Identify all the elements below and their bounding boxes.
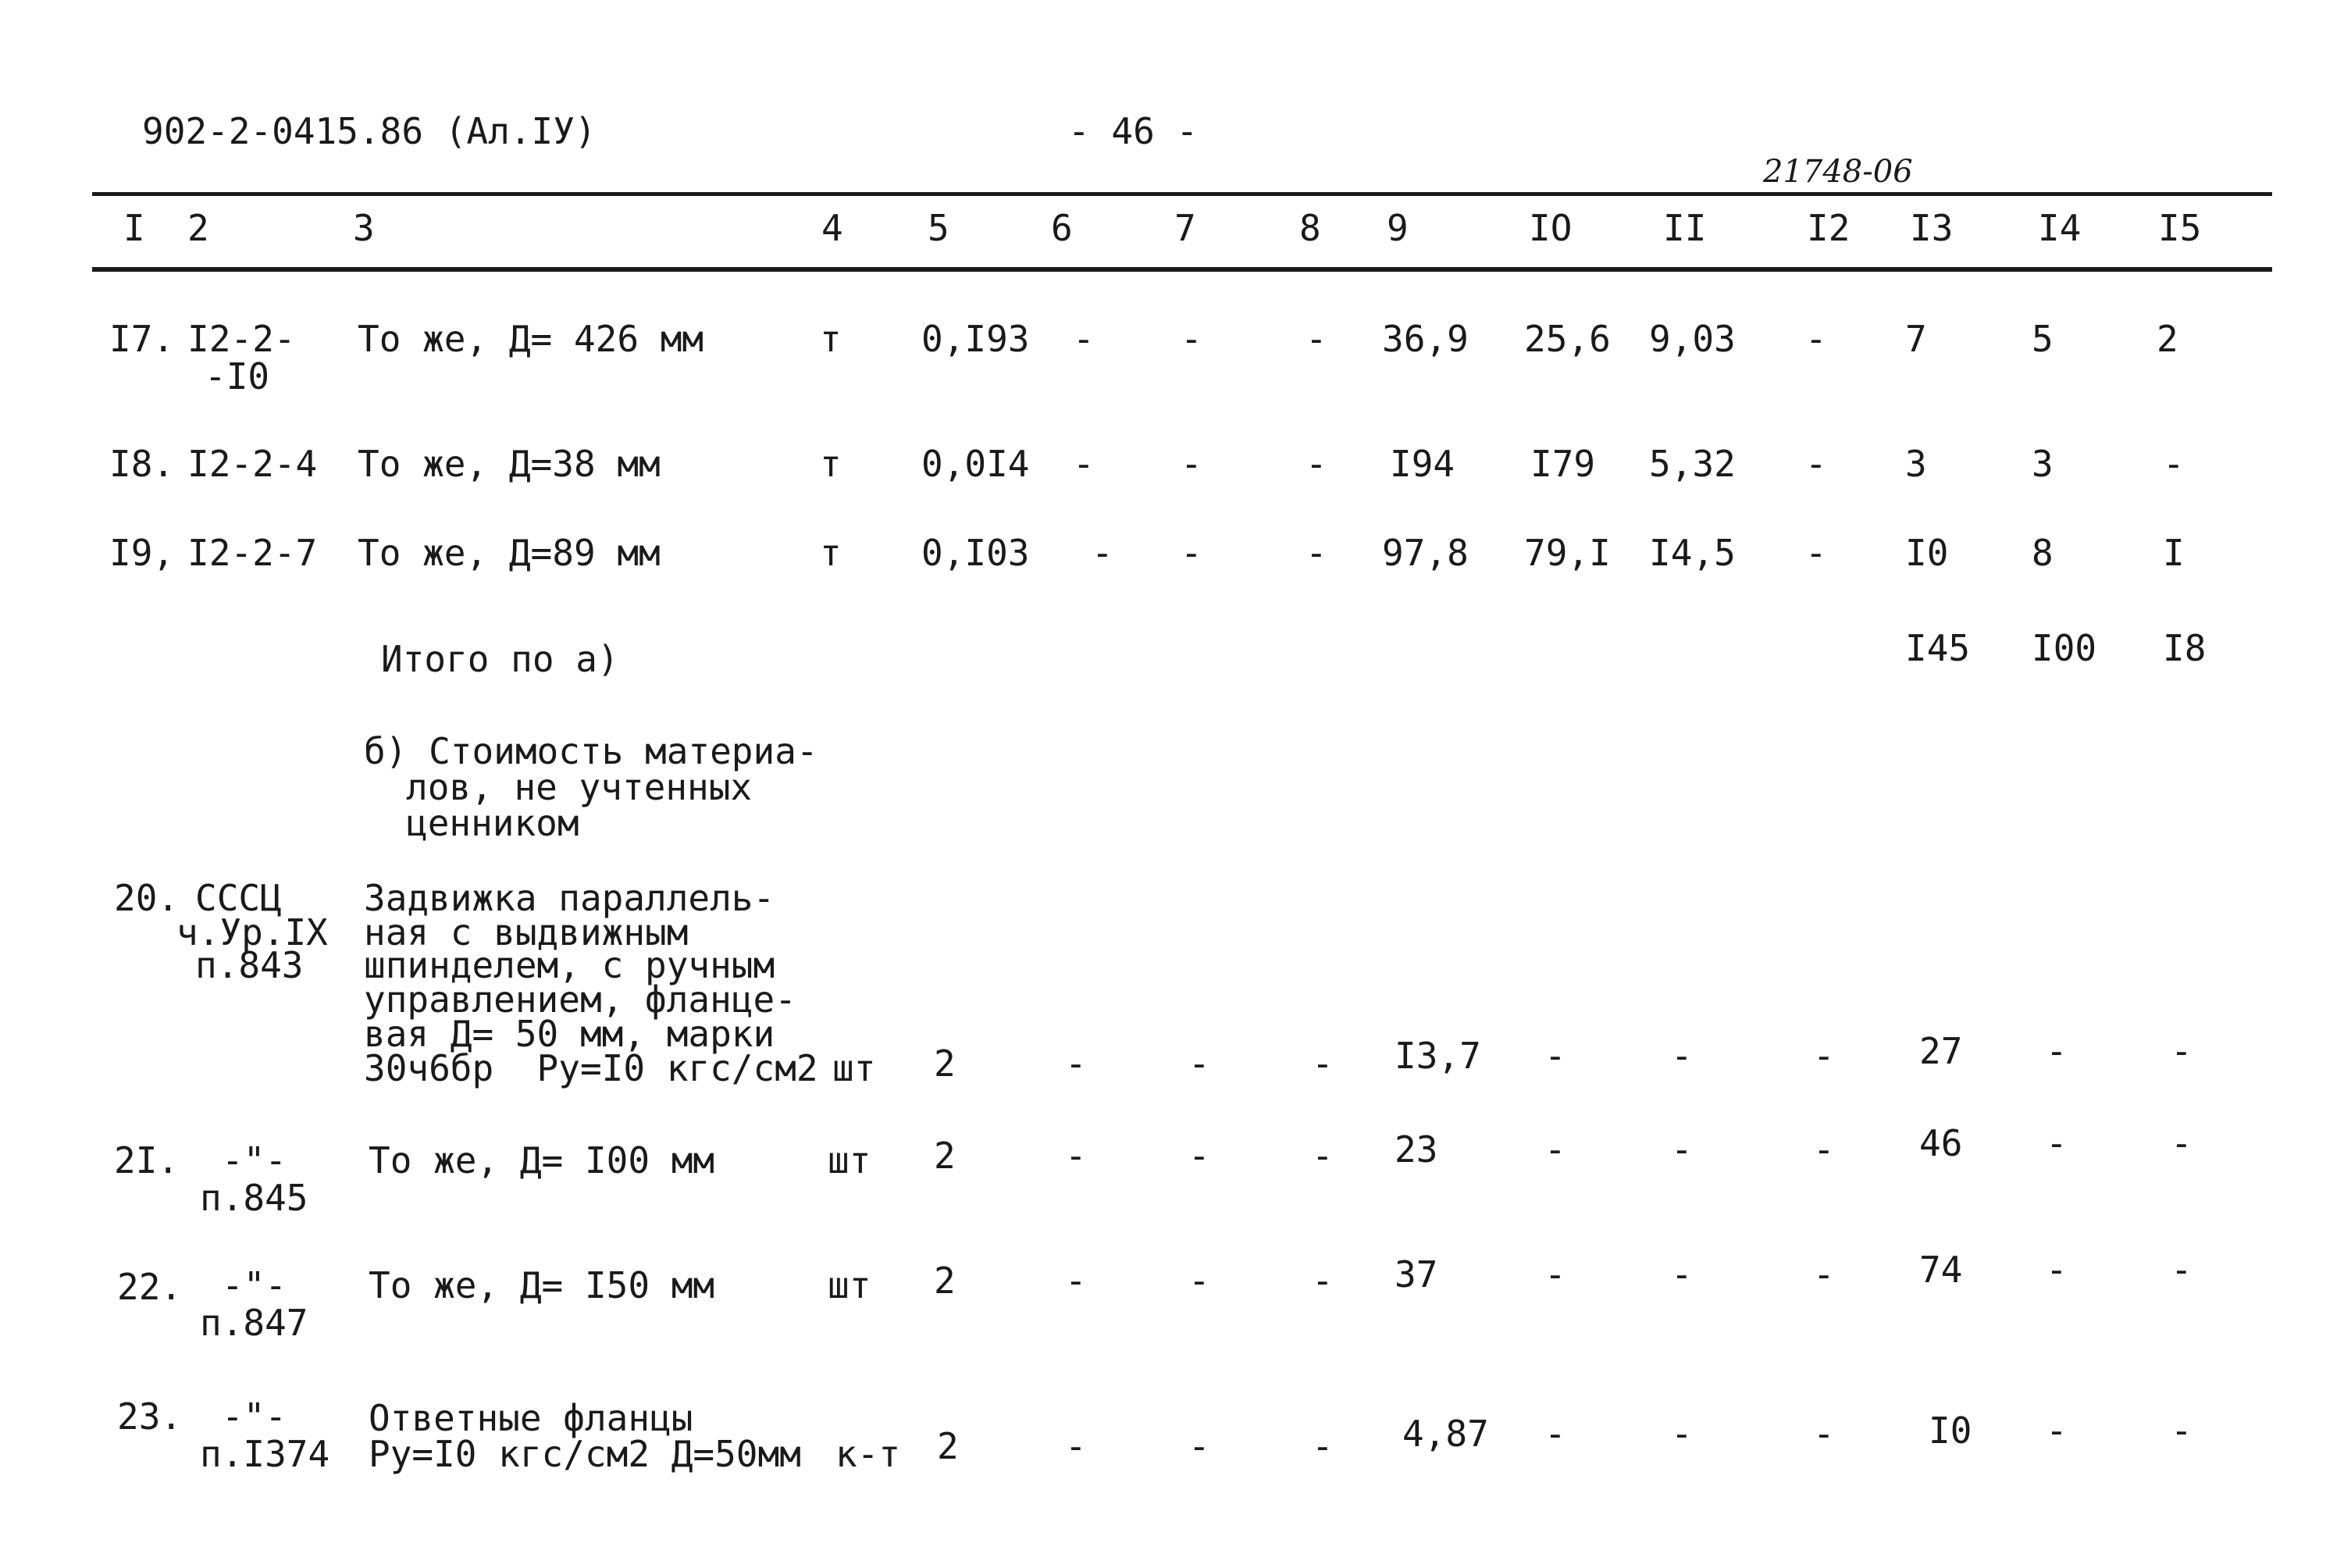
cell: - <box>1671 1413 1693 1455</box>
column-header: IO <box>1529 207 1573 249</box>
section-heading-line: б) Стоимость материа- <box>364 730 818 772</box>
cell: 36,9 <box>1382 318 1469 360</box>
quantity: 2 <box>937 1425 959 1467</box>
cell: 46 <box>1919 1122 1963 1164</box>
cell: - <box>1065 1260 1087 1302</box>
cell: - <box>2046 1409 2068 1452</box>
cell: - <box>2171 1122 2192 1164</box>
norm-code: I2-2-4 <box>187 443 318 485</box>
item-description: 30ч6бр Ру=I0 кгс/см2 <box>364 1047 818 1089</box>
norm-code: п.847 <box>200 1302 308 1344</box>
cell: - <box>2171 1030 2192 1072</box>
cell: I3,7 <box>1395 1035 1481 1077</box>
norm-code: -I0 <box>205 355 270 397</box>
cell: 25,6 <box>1524 318 1611 360</box>
item-description: вая Д= 50 мм, марки <box>364 1013 775 1055</box>
cell: - <box>1544 1253 1566 1295</box>
norm-code: п.843 <box>195 944 304 986</box>
cell: I4,5 <box>1649 532 1736 574</box>
cell: 79,I <box>1524 532 1611 574</box>
column-header: I5 <box>2158 207 2202 249</box>
column-header: 5 <box>928 207 949 249</box>
item-description: То же, Д= I50 мм <box>369 1264 715 1306</box>
cell: - <box>2046 1122 2068 1164</box>
cell: - <box>1805 318 1827 360</box>
cell: - <box>1306 318 1327 360</box>
handwritten-reference: 21748-06 <box>1763 154 1913 190</box>
document-code: 902-2-0415.86 (Ал.IУ) <box>142 110 597 152</box>
row-number: 22. <box>117 1266 183 1308</box>
item-description: То же, Д= I00 мм <box>369 1139 715 1181</box>
item-description: Ру=I0 кгс/см2 Д=50мм <box>369 1433 801 1475</box>
cell: - <box>1188 1135 1210 1177</box>
quantity: 0,0I4 <box>921 443 1030 485</box>
cell: - <box>1092 532 1113 574</box>
unit: к-т <box>835 1433 901 1475</box>
cell: - <box>1671 1128 1693 1171</box>
cell: 9,03 <box>1649 318 1736 360</box>
cell: 74 <box>1919 1249 1963 1291</box>
unit: т <box>820 532 842 574</box>
cell: - <box>1306 532 1327 574</box>
unit: т <box>820 443 842 485</box>
cell: - <box>1544 1413 1566 1455</box>
cell: - <box>2171 1409 2192 1452</box>
norm-code: I2-2-7 <box>187 532 318 574</box>
cell: 97,8 <box>1382 532 1469 574</box>
column-header: 2 <box>187 207 209 249</box>
column-header: 8 <box>1299 207 1321 249</box>
column-header: I3 <box>1910 207 1954 249</box>
cell: - <box>1188 1042 1210 1085</box>
column-header: I <box>123 207 145 249</box>
item-description: Ответные фланцы <box>369 1397 693 1439</box>
cell: - <box>1312 1135 1334 1177</box>
item-description: управлением, фланце- <box>364 978 796 1021</box>
cell: 3 <box>1905 443 1927 485</box>
cell: - <box>1813 1035 1835 1077</box>
cell: - <box>1312 1042 1334 1085</box>
quantity: 0,I93 <box>921 318 1030 360</box>
cell: - <box>2171 1249 2192 1291</box>
cell: - <box>1544 1035 1566 1077</box>
norm-code: СССЦ <box>195 877 282 919</box>
header-bottom-rule <box>92 267 2272 272</box>
cell: - <box>1544 1128 1566 1171</box>
unit: шт <box>832 1047 876 1089</box>
cell: - <box>1312 1260 1334 1302</box>
norm-code: -"- <box>222 1139 287 1181</box>
norm-code: п.I374 <box>200 1433 330 1475</box>
cell: I00 <box>2032 627 2097 669</box>
cell: - <box>1073 443 1095 485</box>
cell: - <box>1181 318 1202 360</box>
row-number: 2I. <box>114 1139 180 1181</box>
cell: - <box>2046 1249 2068 1291</box>
cell: - <box>1065 1425 1087 1467</box>
cell: - <box>1805 443 1827 485</box>
unit: шт <box>828 1264 871 1306</box>
cell: - <box>1813 1253 1835 1295</box>
row-number: 23. <box>117 1395 183 1438</box>
cell: I0 <box>1929 1409 1972 1452</box>
cell: I0 <box>1905 532 1949 574</box>
cell: I <box>2163 532 2185 574</box>
column-header: 3 <box>353 207 375 249</box>
cell: - <box>1181 532 1202 574</box>
cell: 2 <box>2157 318 2178 360</box>
row-number: 20. <box>114 877 180 919</box>
column-header: 6 <box>1051 207 1073 249</box>
cell: - <box>1813 1413 1835 1455</box>
quantity: 2 <box>934 1042 956 1085</box>
quantity: 2 <box>934 1135 956 1177</box>
norm-code: ч.Ур.IX <box>176 911 328 953</box>
cell: 7 <box>1905 318 1927 360</box>
cell: - <box>1813 1128 1835 1171</box>
column-header: I2 <box>1807 207 1851 249</box>
cell: - <box>1805 532 1827 574</box>
cell: - <box>2163 443 2185 485</box>
cell: 3 <box>2032 443 2054 485</box>
item-description: То же, Д=38 мм <box>358 443 661 485</box>
row-number: I8. <box>109 443 175 485</box>
cell: 4,87 <box>1402 1413 1489 1455</box>
item-description: Задвижка параллель- <box>364 877 775 919</box>
item-description: То же, Д=89 мм <box>358 532 661 574</box>
column-header: 7 <box>1174 207 1196 249</box>
subtotal-label: Итого по а) <box>381 638 619 680</box>
cell: - <box>1671 1035 1693 1077</box>
column-header: II <box>1663 207 1707 249</box>
cell: - <box>2046 1030 2068 1072</box>
quantity: 0,I03 <box>921 532 1030 574</box>
quantity: 2 <box>934 1260 956 1302</box>
cell: I45 <box>1905 627 1971 669</box>
item-description: шпинделем, с ручным <box>364 944 775 986</box>
cell: - <box>1312 1425 1334 1467</box>
column-header: I4 <box>2038 207 2082 249</box>
cell: 23 <box>1395 1128 1438 1171</box>
unit: т <box>820 318 842 360</box>
cell: 8 <box>2032 532 2054 574</box>
cell: 27 <box>1919 1030 1963 1072</box>
cell: - <box>1065 1135 1087 1177</box>
cell: - <box>1671 1253 1693 1295</box>
item-description: То же, Д= 426 мм <box>358 318 704 360</box>
cell: 5 <box>2032 318 2054 360</box>
cell: - <box>1188 1260 1210 1302</box>
row-number: I7. <box>109 318 175 360</box>
section-heading-line: лов, не учтенных <box>406 766 753 808</box>
unit: шт <box>828 1139 871 1181</box>
top-rule <box>92 192 2272 196</box>
cell: - <box>1073 318 1095 360</box>
page-number: - 46 - <box>1068 110 1199 152</box>
section-heading-line: ценником <box>406 802 579 844</box>
cell: I8 <box>2163 627 2207 669</box>
cell: - <box>1181 443 1202 485</box>
norm-code: -"- <box>222 1395 287 1438</box>
cell: 37 <box>1395 1253 1438 1295</box>
row-number: I9, <box>109 532 175 574</box>
norm-code: -"- <box>222 1264 287 1306</box>
item-description: ная с выдвижным <box>364 911 689 953</box>
norm-code: I2-2- <box>187 318 296 360</box>
column-header: 9 <box>1387 207 1409 249</box>
norm-code: п.845 <box>200 1177 308 1219</box>
cell: 5,32 <box>1649 443 1736 485</box>
cell: I79 <box>1530 443 1596 485</box>
cell: I94 <box>1390 443 1455 485</box>
cell: - <box>1065 1042 1087 1085</box>
cell: - <box>1306 443 1327 485</box>
column-header: 4 <box>821 207 843 249</box>
cell: - <box>1188 1425 1210 1467</box>
